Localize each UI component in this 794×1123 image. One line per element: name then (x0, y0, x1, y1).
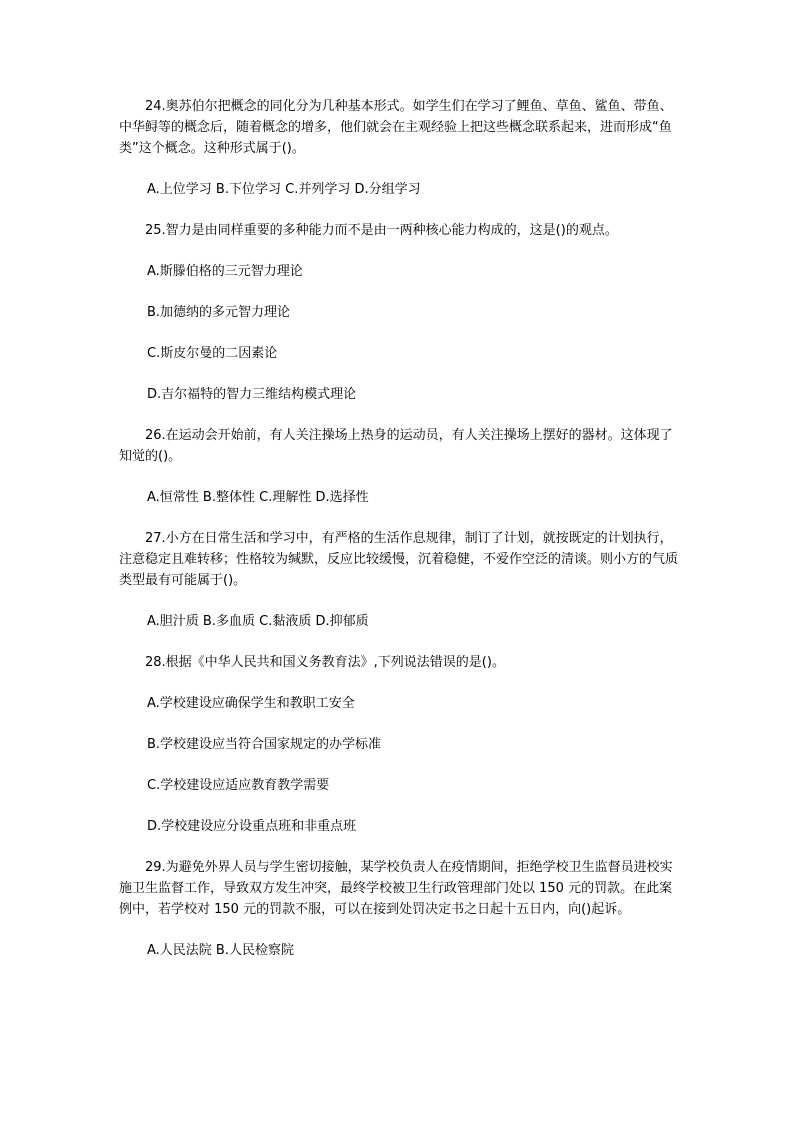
question-28-option-a: A.学校建设应确保学生和教职工安全 (147, 696, 355, 711)
question-24-stem: 24.奥苏伯尔把概念的同化分为几种基本形式。如学生们在学习了鲤鱼、草鱼、鲨鱼、带鱼、中华鲟等的概念后，随着概念的增多，他们就会在主观经验上把这些概念联系起来，进而形成“鱼类”这个概念。这种形式属于()。 (119, 99, 673, 156)
question-28-option-c: C.学校建设应适应教育教学需要 (147, 778, 330, 793)
question-27-stem: 27.小方在日常生活和学习中，有严格的生活作息规律，制订了计划，就按既定的计划执行，注意稳定且难转移；性格较为缄默，反应比较缓慢，沉着稳健，不爱作空泛的清谈。则小方的气质类型最有可能属于()。 (119, 531, 679, 588)
question-27-options: A.胆汁质 B.多血质 C.黏液质 D.抑郁质 (147, 614, 369, 629)
question-24-options: A.上位学习 B.下位学习 C.并列学习 D.分组学习 (147, 182, 421, 197)
question-25-option-a: A.斯滕伯格的三元智力理论 (147, 264, 303, 279)
question-25-option-b: B.加德纳的多元智力理论 (147, 305, 291, 320)
question-29-stem: 29.为避免外界人员与学生密切接触，某学校负责人在疫情期间，拒绝学校卫生监督员进校实施卫生监督工作，导致双方发生冲突，最终学校被卫生行政管理部门处以 150 元的罚款。在此案例中，若学校对 150 元的罚款不服，可以在接到处罚决定书之日起十五日内，向()起诉。 (119, 860, 673, 917)
question-28-option-b: B.学校建设应当符合国家规定的办学标准 (147, 737, 382, 752)
question-29-options: A.人民法院 B.人民检察院 (147, 943, 294, 958)
question-26-options: A.恒常性 B.整体性 C.理解性 D.选择性 (147, 490, 369, 505)
question-28-option-d: D.学校建设应分设重点班和非重点班 (147, 819, 357, 834)
question-26-stem: 26.在运动会开始前，有人关注操场上热身的运动员，有人关注操场上摆好的器材。这体现了知觉的()。 (119, 428, 673, 464)
question-28-stem: 28.根据《中华人民共和国义务教育法》,下列说法错误的是()。 (145, 655, 505, 670)
question-25-option-d: D.吉尔福特的智力三维结构模式理论 (147, 387, 357, 402)
question-25-stem: 25.智力是由同样重要的多种能力而不是由一两种核心能力构成的，这是()的观点。 (145, 223, 618, 238)
question-list (119, 96, 679, 961)
question-25-option-c: C.斯皮尔曼的二因素论 (147, 346, 278, 361)
